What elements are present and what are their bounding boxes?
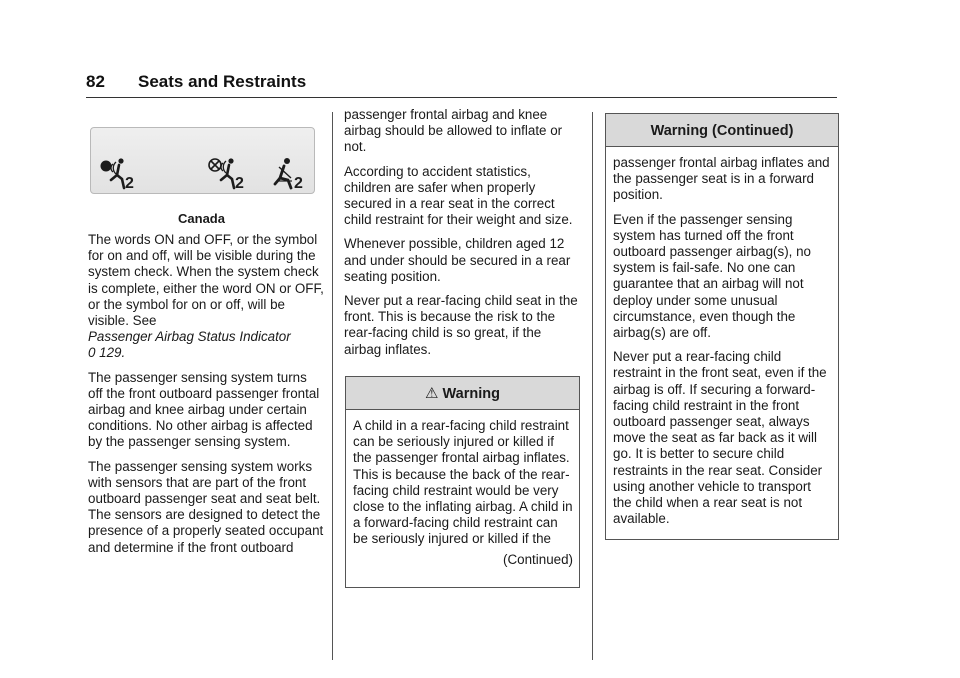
figure-caption: Canada: [178, 211, 225, 226]
warning-body: [346, 410, 579, 572]
airbag-on-icon: [101, 158, 125, 188]
paragraph-text: The words ON and OFF, or the symbol for on and off, will be visible during the system check. When the system check is complete, either the word ON or OFF, or the symbol for on or off, will be visible. See: [88, 232, 324, 329]
warning-icon: ⚠: [425, 385, 439, 402]
cross-reference-link[interactable]: Passenger Airbag Status Indicator: [88, 329, 291, 345]
paragraph: The passenger sensing system works with sensors that are part of the front outboard passenger seat and seat belt. The sensors are designed to detect the presence of a properly seated occupant and determine if the front outboard: [88, 458, 324, 555]
paragraph: [88, 232, 324, 362]
paragraph: According to accident statistics, children are safer when properly secured in a rear seat in the correct child restraint for their weight and size.: [344, 163, 573, 228]
column-2: [344, 107, 580, 366]
header-rule: [86, 97, 837, 98]
warning-body: [606, 147, 838, 539]
warning-header: Warning (Continued): [606, 114, 838, 147]
indicator-subscript-2: 2: [235, 175, 244, 192]
paragraph: Never put a rear-facing child seat in the front. This is because the risk to the rear-facing child is so great, if the airbag inflates.: [344, 293, 578, 357]
paragraph: passenger frontal airbag and knee airbag should be allowed to inflate or not.: [344, 107, 563, 155]
warning-continued-box: [605, 113, 839, 540]
continued-label: (Continued): [503, 551, 573, 567]
paragraph: The passenger sensing system turns off the front outboard passenger frontal airbag and knee airbag under certain conditions. No other airbag is affected by the passenger sensing system.: [88, 369, 320, 450]
passenger-airbag-indicator-figure: [90, 127, 315, 194]
warning-text: passenger frontal airbag inflates and the passenger seat is in a forward position.: [613, 155, 830, 203]
paragraph: Whenever possible, children aged 12 and under should be secured in a rear seating position.: [344, 236, 571, 284]
airbag-off-icon: [209, 158, 234, 188]
warning-text: Even if the passenger sensing system has turned off the front outboard passenger airbag(s), no system is fail-safe. No one can guarantee that an airbag will not deploy under some unusual circumstance, even though the airbag(s) are off.: [613, 211, 812, 341]
cross-reference-page[interactable]: 0 129.: [88, 345, 126, 361]
warning-text: A child in a rear-facing child restraint can be seriously injured or killed if the passenger frontal airbag inflates. This is because the back of the rear-facing child restraint would be very close to the inflating airbag. A child in a forward-facing child restraint can be seriously injured or killed if the: [353, 418, 573, 547]
column-divider-2: [592, 112, 593, 660]
page-header: [86, 72, 306, 92]
warning-header: [346, 377, 579, 410]
column-1: [88, 232, 324, 564]
page-number: 82: [86, 72, 105, 91]
indicator-subscript-3: 2: [294, 175, 303, 192]
seat-belt-icon: [275, 158, 292, 188]
warning-text: Never put a rear-facing child restraint in the front seat, even if the airbag is off. If securing a forward-facing child restraint in the front outboard passenger seat, always move the seat as far back as it will go. It is better to secure child restraints in the rear seat. Consider using another vehicle to transport the child when a rear seat is not available.: [613, 349, 827, 527]
section-title: Seats and Restraints: [138, 72, 307, 91]
indicator-subscript-1: 2: [125, 175, 134, 192]
warning-title: Warning: [442, 386, 500, 402]
column-divider-1: [332, 112, 333, 660]
warning-box: [345, 376, 580, 588]
